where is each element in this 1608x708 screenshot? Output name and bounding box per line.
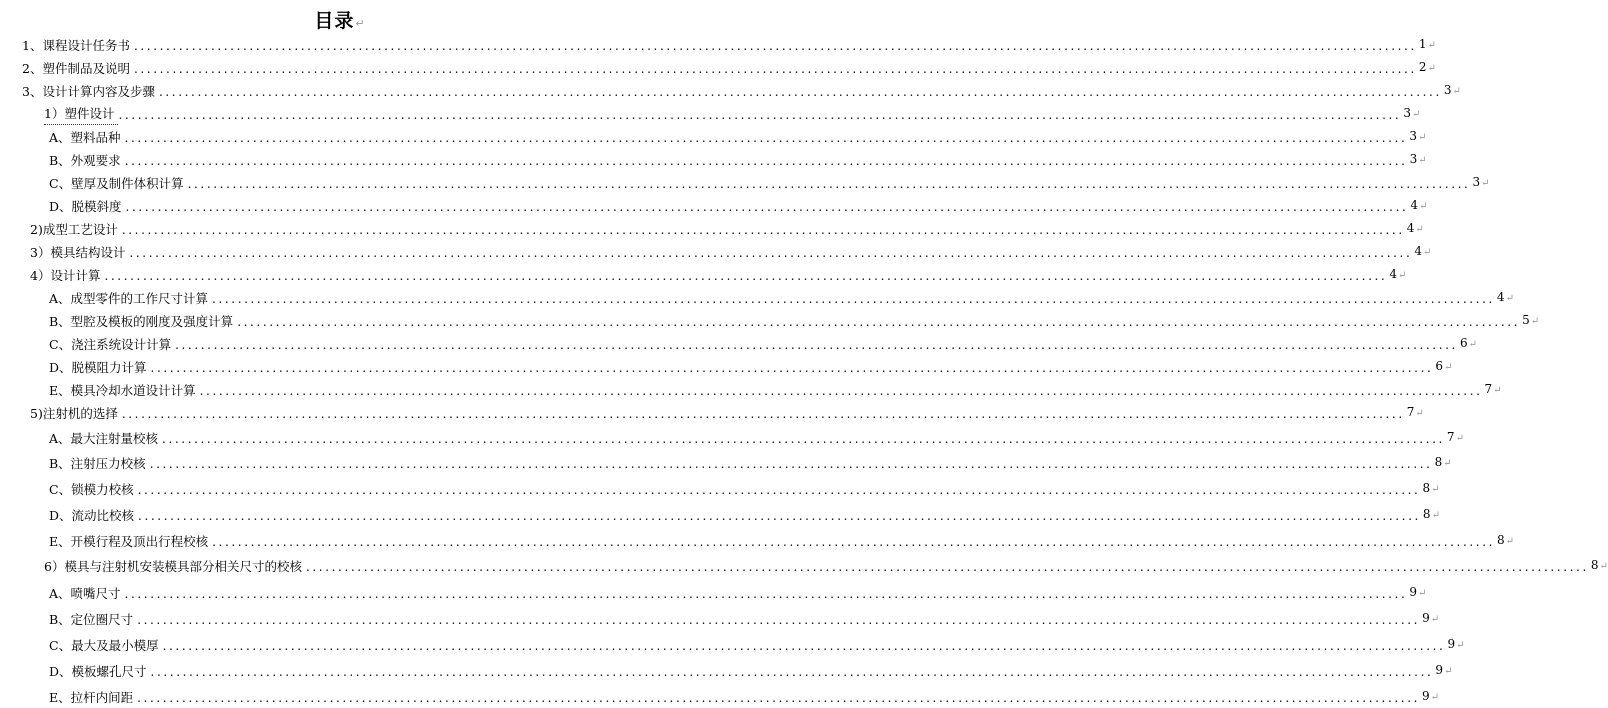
toc-page-number: 3 [1443, 83, 1452, 97]
toc-leader-dots: ........................................................................................................................................................................................................ [162, 639, 1446, 653]
toc-entry-label: A、塑料品种 [49, 130, 121, 145]
toc-page-number: 3 [1403, 106, 1411, 120]
toc-entry-label: A、最大注射量校核 [49, 431, 159, 446]
toc-entry[interactable] [49, 506, 1440, 526]
toc-entry-page [1495, 287, 1514, 309]
paragraph-mark-icon: ↵ [1444, 362, 1453, 373]
toc-page-number: 3 [1472, 175, 1481, 189]
toc-entry[interactable] [49, 174, 1490, 194]
toc-leader-dots: ........................................................................................................................................................................................................ [137, 483, 1421, 497]
toc-page-number: 5 [1522, 313, 1530, 327]
paragraph-mark-icon: ↵ [1505, 293, 1514, 304]
paragraph-mark-icon: ↵ [1444, 666, 1453, 677]
toc-entry[interactable] [49, 429, 1464, 449]
toc-entry[interactable] [44, 557, 1608, 577]
toc-page-number: 9 [1447, 637, 1456, 651]
toc-entry-label: 4）设计计算 [30, 268, 101, 283]
toc-leader-dots: ........................................................................................................................................................................................................ [104, 269, 1388, 283]
paragraph-mark-icon: ↵ [1431, 510, 1440, 521]
toc-entry-page [1420, 478, 1439, 500]
toc-entry[interactable] [49, 381, 1502, 401]
toc-leader-dots: ........................................................................................................................................................................................................ [137, 691, 1421, 705]
paragraph-mark-icon: ↵ [1419, 201, 1428, 212]
toc-page-number: 4 [1410, 198, 1419, 212]
toc-entry-label: C、锁模力校核 [49, 482, 134, 497]
toc-page-number: 4 [1389, 267, 1397, 281]
toc-entry-label: 1、课程设计任务书 [22, 38, 130, 53]
toc-entry[interactable] [22, 59, 1436, 79]
toc-entry[interactable] [49, 584, 1427, 604]
toc-leader-dots: ........................................................................................................................................................................................................ [133, 39, 1417, 53]
toc-leader-dots: ........................................................................................................................................................................................................ [150, 361, 1434, 375]
toc-title [0, 6, 680, 33]
toc-entry-label: C、浇注系统设计计算 [49, 337, 172, 352]
toc-page-number: 8 [1497, 533, 1505, 547]
toc-page-number: 2 [1418, 60, 1427, 74]
paragraph-mark-icon: ↵ [1530, 316, 1540, 327]
toc-entry[interactable] [49, 688, 1440, 708]
toc-entry-label: E、开模行程及顶出行程校核 [49, 534, 209, 549]
toc-entry-label: B、定位圈尺寸 [49, 612, 134, 627]
toc-page-number: 1 [1418, 37, 1427, 51]
toc-page-number: 7 [1446, 430, 1455, 444]
toc-leader-dots: ........................................................................................................................................................................................................ [305, 560, 1589, 574]
toc-leader-dots: ........................................................................................................................................................................................................ [129, 246, 1413, 260]
paragraph-mark-icon: ↵ [1397, 270, 1407, 281]
toc-page-number: 3 [1409, 129, 1418, 143]
paragraph-mark-icon: ↵ [1418, 588, 1427, 599]
toc-entry[interactable] [30, 404, 1424, 424]
toc-leader-dots: ........................................................................................................................................................................................................ [137, 613, 1421, 627]
toc-entry-page [1420, 608, 1439, 630]
toc-page-number: 9 [1422, 611, 1430, 625]
toc-entry[interactable] [49, 197, 1428, 217]
paragraph-mark-icon: ↵ [1415, 408, 1424, 419]
toc-entry-page [1445, 634, 1464, 656]
paragraph-mark-icon: ↵ [1418, 132, 1427, 143]
toc-entry-label: A、成型零件的工作尺寸计算 [49, 291, 209, 306]
toc-page-number: 7 [1406, 405, 1415, 419]
toc-page-number: 9 [1409, 585, 1418, 599]
toc-entry-page [1520, 310, 1539, 332]
toc-entry-label: C、壁厚及制件体积计算 [49, 176, 184, 191]
toc-entry[interactable] [49, 454, 1452, 474]
toc-entry[interactable] [49, 312, 1540, 332]
paragraph-mark-icon: ↵ [1415, 224, 1424, 235]
toc-entry-page [1387, 264, 1406, 286]
toc-page-number: 4 [1414, 244, 1422, 258]
toc-page-number: 8 [1422, 481, 1431, 495]
paragraph-mark-icon: ↵ [1455, 433, 1464, 444]
toc-entry-page [1483, 379, 1502, 401]
paragraph-mark-icon: ↵ [1493, 385, 1502, 396]
toc-entry-page [1407, 582, 1426, 604]
toc-page-number: 6 [1459, 336, 1468, 350]
toc-entry[interactable] [49, 289, 1514, 309]
toc-entry-page [1408, 149, 1427, 171]
toc-entry-label: A、喷嘴尺寸 [49, 586, 121, 601]
toc-entry-label: 3）模具结构设计 [30, 245, 126, 260]
toc-leader-dots: ........................................................................................................................................................................................................ [138, 509, 1421, 523]
toc-leader-dots: ........................................................................................................................................................................................................ [175, 338, 1458, 352]
toc-leader-dots: ........................................................................................................................................................................................................ [150, 665, 1434, 679]
toc-leader-dots: ........................................................................................................................................................................................................ [237, 315, 1521, 329]
paragraph-mark-icon: ↵ [1430, 692, 1440, 703]
toc-page-number: 8 [1590, 558, 1599, 572]
toc-leader-dots: ........................................................................................................................................................................................................ [158, 85, 1442, 99]
toc-entry-label: E、拉杆内间距 [49, 690, 134, 705]
paragraph-mark-icon: ↵ [1468, 339, 1477, 350]
toc-leader-dots: ........................................................................................................................................................................................................ [133, 62, 1417, 76]
toc-entry-label: B、型腔及模板的刚度及强度计算 [49, 314, 234, 329]
toc-entry-label: E、模具冷却水道设计计算 [49, 383, 196, 398]
paragraph-mark-icon: ↵ [1418, 155, 1427, 166]
toc-leader-dots: ........................................................................................................................................................................................................ [121, 407, 1405, 421]
paragraph-mark-icon: ↵ [1427, 63, 1436, 74]
toc-page-number: 8 [1434, 455, 1443, 469]
paragraph-mark-icon: ↵ [1505, 536, 1515, 547]
toc-page-number: 4 [1496, 290, 1505, 304]
toc-leader-dots: ........................................................................................................................................................................................................ [124, 154, 1408, 168]
paragraph-mark-icon: ↵ [1430, 614, 1440, 625]
toc-entry[interactable] [49, 358, 1453, 378]
toc-entry[interactable] [30, 266, 1407, 286]
toc-title-text: 目录 [314, 10, 355, 32]
toc-entry-label: 1）塑件设计 [44, 104, 118, 125]
toc-entry-page [1401, 103, 1420, 125]
paragraph-mark-icon: ↵ [1443, 458, 1452, 469]
toc-entry-page [1412, 241, 1431, 263]
toc-entry-label: D、脱模阻力计算 [49, 360, 147, 375]
toc-entry-label: 6）模具与注射机安装模具部分相关尺寸的校核 [44, 559, 302, 574]
toc-entry-label: B、外观要求 [49, 153, 121, 168]
paragraph-mark-icon: ↵ [1427, 40, 1436, 51]
toc-entry-page [1442, 80, 1461, 102]
toc-page-number: 8 [1422, 507, 1431, 521]
toc-entry-page [1421, 504, 1440, 526]
toc-leader-dots: ........................................................................................................................................................................................................ [212, 292, 1495, 306]
toc-leader-dots: ........................................................................................................................................................................................................ [124, 587, 1408, 601]
toc-entry-page [1417, 34, 1436, 56]
toc-entry-label: 5)注射机的选择 [30, 406, 118, 421]
toc-entry[interactable] [22, 36, 1436, 56]
toc-entry[interactable] [49, 480, 1440, 500]
toc-entry-page [1420, 686, 1439, 708]
toc-entry[interactable] [49, 636, 1465, 656]
toc-entry-label: C、最大及最小模厚 [49, 638, 159, 653]
paragraph-mark-icon: ↵ [1481, 178, 1490, 189]
toc-leader-dots: ........................................................................................................................................................................................................ [124, 131, 1408, 145]
toc-page-number: 9 [1422, 689, 1430, 703]
toc-page-number: 9 [1435, 663, 1444, 677]
toc-page-number: 6 [1435, 359, 1444, 373]
toc-leader-dots: ........................................................................................................................................................................................................ [162, 432, 1445, 446]
paragraph-mark-icon: ↵ [1411, 109, 1421, 120]
toc-leader-dots: ........................................................................................................................................................................................................ [121, 223, 1405, 237]
toc-entry-label: B、注射压力校核 [49, 456, 146, 471]
toc-entry-label: 3、设计计算内容及步骤 [22, 84, 155, 99]
toc-page-number: 7 [1484, 382, 1493, 396]
toc-entry-page [1405, 218, 1424, 240]
paragraph-mark-icon: ↵ [1423, 247, 1432, 258]
toc-entry[interactable] [30, 220, 1424, 240]
toc-leader-dots: ........................................................................................................................................................................................................ [199, 384, 1483, 398]
toc-entry-page [1495, 530, 1514, 552]
toc-entry-page [1417, 57, 1436, 79]
paragraph-mark-icon: ↵ [1456, 640, 1465, 651]
toc-entry[interactable] [22, 82, 1461, 102]
paragraph-mark-icon: ↵ [1452, 86, 1461, 97]
toc-entry[interactable] [49, 532, 1515, 552]
toc-page-number: 4 [1406, 221, 1415, 235]
toc-entry[interactable] [49, 151, 1427, 171]
toc-entry-label: D、模板螺孔尺寸 [49, 664, 147, 679]
toc-entry[interactable] [44, 105, 1421, 125]
toc-entry[interactable] [49, 128, 1427, 148]
toc-entry-page [1458, 333, 1477, 355]
toc-entry-label: 2、塑件制品及说明 [22, 61, 130, 76]
toc-entry[interactable] [49, 335, 1477, 355]
toc-entry-page [1470, 172, 1489, 194]
toc-entry-page [1405, 402, 1424, 424]
toc-leader-dots: ........................................................................................................................................................................................................ [118, 108, 1402, 122]
toc-entry[interactable] [49, 610, 1440, 630]
toc-entry-label: 2)成型工艺设计 [30, 222, 118, 237]
toc-page-number: 3 [1409, 152, 1418, 166]
toc-entry-page [1433, 452, 1452, 474]
toc-entry-page [1589, 555, 1608, 577]
toc-entry-page [1445, 427, 1464, 449]
toc-entry[interactable] [30, 243, 1432, 263]
toc-leader-dots: ........................................................................................................................................................................................................ [149, 457, 1433, 471]
toc-entry-page [1408, 195, 1427, 217]
toc-entry-label: D、流动比校核 [49, 508, 135, 523]
toc-entry[interactable] [49, 662, 1453, 682]
toc-entry-page [1433, 660, 1452, 682]
paragraph-mark-icon: ↵ [1599, 561, 1608, 572]
toc-entry-page [1433, 356, 1452, 378]
toc-entry-page [1407, 126, 1426, 148]
toc-entry-label: D、脱模斜度 [49, 199, 122, 214]
paragraph-mark-icon: ↵ [355, 17, 366, 30]
toc-leader-dots: ........................................................................................................................................................................................................ [212, 535, 1496, 549]
toc-leader-dots: ........................................................................................................................................................................................................ [125, 200, 1409, 214]
paragraph-mark-icon: ↵ [1431, 484, 1440, 495]
toc-leader-dots: ........................................................................................................................................................................................................ [187, 177, 1471, 191]
